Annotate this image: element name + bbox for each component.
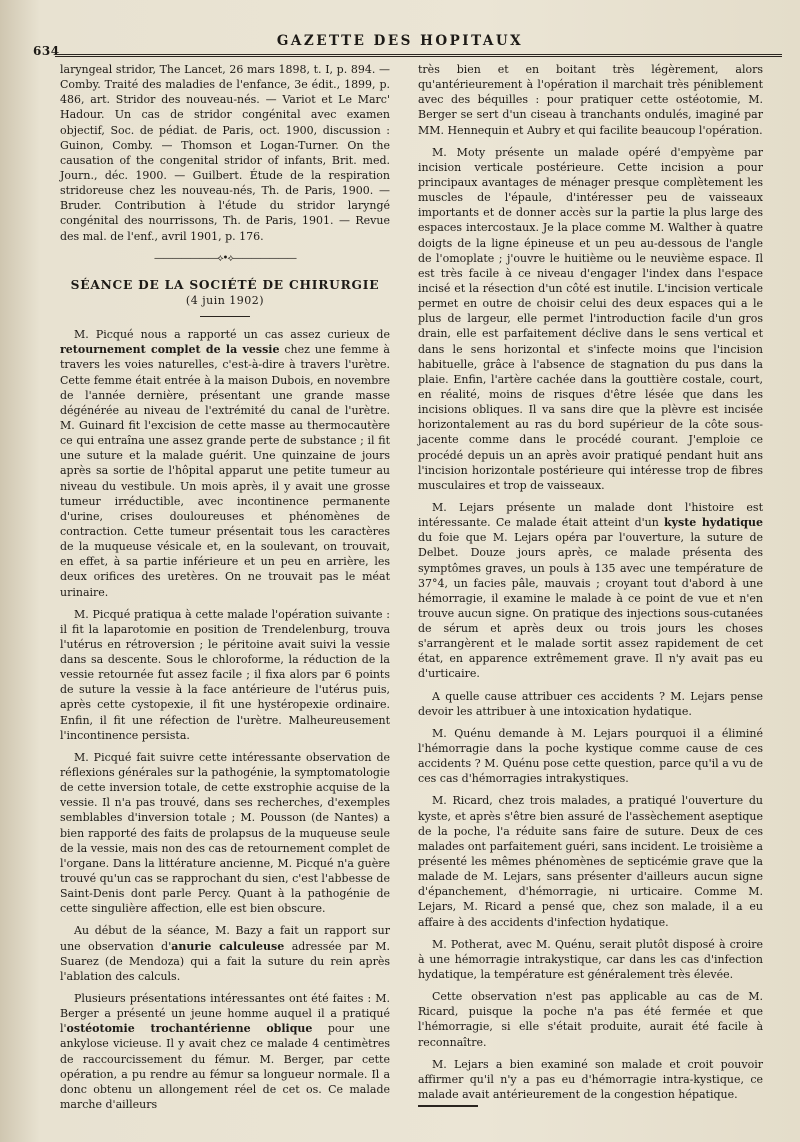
keyword-osteotomy: ostéotomie trochantérienne oblique bbox=[66, 1022, 313, 1036]
section-date: (4 juin 1902) bbox=[185, 293, 265, 307]
section-title: SÉANCE DE LA SOCIÉTÉ DE CHIRURGIE bbox=[70, 277, 380, 292]
right-column bbox=[418, 62, 763, 1107]
paragraph-bazy-report: Au début de la séance, M. Bazy a fait un rapport sur une observation d'anurie calculeuse adressée par M. Suarez (de Mendoza) qui a fait la suture du rein après l'ablation des calculs. bbox=[60, 924, 391, 983]
paragraph-potherat: M. Potherat, avec M. Quénu, serait plutôt disposé à croire à une hémorragie intrakystique, car dans les cas d'infection hydatique, la température est généralement très élevée. bbox=[418, 937, 763, 982]
paragraph-lejars-cause: A quelle cause attribuer ces accidents ? M. Lejars pense devoir les attribuer à une intoxication hydatique. bbox=[418, 689, 763, 718]
bibliography-paragraph: laryngeal stridor, The Lancet, 26 mars 1898, t. I, p. 894. — Comby. Traité des maladies de l'enfance, 3e édit., 1899, p. 486, art. Stridor des nouveau-nés. — Variot et Le Marc' Hadour. Un cas de stridor congénital avec examen objectif, Soc. de pédiat. de Paris, oct. 1900, discussion : Guinon, Comby. — Thomson et Logan-Turner. On the causation of the congenital stridor of infants, Brit. med. Journ., déc. 1900. — Guilbert. Étude de la respiration stridoreuse chez les nouveau-nés, Th. de Paris, 1900. — Bruder. Contribution à l'étude du stridor laryngé congénital des nourrissons, Th. de Paris, 1901. — Revue des mal. de l'enf., avril 1901, p. 176. bbox=[60, 63, 390, 243]
paragraph-lejars-cyst: M. Lejars présente un malade dont l'histoire est intéressante. Ce malade était atteint d'un kyste hydatique du foie que M. Lejars opéra par l'ouverture, la suture de Delbet. Douze jours après, ce malade présenta des symptômes graves, un pouls à 135 avec une température de 37°4, un facies pâle, mauvais ; croyant tout d'abord à une hémorragie, il examine le malade à ce point de vue et n'en trouve aucun signe. On pratique des injections sous-cutanées de sérum et après deux ou trois jours les choses s'arrangèrent et le malade sortit assez rapidement de cet état, en apparence extrêmement grave. Il n'y avait pas eu d'urticaire. bbox=[418, 500, 763, 681]
section-rule bbox=[200, 316, 250, 317]
paragraph-observation: Cette observation n'est pas applicable au cas de M. Ricard, puisque la poche n'a pas été fermée et que l'hémorragie, si elle s'était produite, aurait été facile à reconnaître. bbox=[418, 990, 763, 1049]
end-rule bbox=[418, 1105, 478, 1107]
paragraph-berger-continued: très bien et en boitant très légèrement, alors qu'antérieurement à l'opération il marchait très péniblement avec des béquilles : pour pratiquer cette ostéotomie, M. Berger se sert d'un ciseau à tranchants ondulés, imaginé par MM. Hennequin et Aubry et qui facilite beaucoup l'opération. bbox=[418, 63, 763, 137]
journal-title: GAZETTE DES HOPITAUX bbox=[276, 33, 524, 49]
paragraph-ricard-cases: M. Ricard, chez trois malades, a pratiqué l'ouverture du kyste, et après s'être bien assuré de l'assèchement aseptique de la poche, l'a réduite sans faire de suture. Deux de ces malades ont parfaitement guéri, sans incident. Le troisième a présenté les mêmes phénomènes de septicémie grave que la malade de M. Lejars, sans présenter d'ailleurs aucun signe d'épanchement, d'hémorragie, ni urticaire. Comme M. Lejars, M. Ricard a pensé que, chez son malade, il a eu affaire à des accidents d'infection hydatique. bbox=[418, 794, 763, 929]
paragraph-picque-bladder: M. Picqué nous a rapporté un cas assez curieux de retournement complet de la vessie chez une femme à travers les voies naturelles, c'est-à-dire à travers l'urètre. Cette femme était entrée à la maison Dubois, en novembre de l'année dernière, présentant une grande masse dégénérée au niveau de l'extrémité du canal de l'urètre. M. Guinard fit l'excision de cette masse au thermocautère ce qui entraîna une assez grande perte de substance ; il fit une suture et la malade guérit. Une quinzaine de jours après sa sortie de l'hôpital apparut une petite tumeur au niveau du vestibule. Un mois après, il y avait une grosse tumeur irréductible, avec incontinence permanente d'urine, crises douloureuses et phénomènes de contraction. Cette tumeur présentait tous les caractères de la muqueuse vésicale et, en la soulevant, on trouvait, en effet, à sa partie inférieure et un peu en arrière, les deux orifices des uretères. On ne trouvait pas le méat urinaire. bbox=[60, 328, 390, 599]
left-column bbox=[60, 62, 390, 1119]
header-rule bbox=[55, 54, 782, 57]
paragraph-berger-presentation: Plusieurs présentations intéressantes ont été faites : M. Berger a présenté un jeune homme auquel il a pratiqué l'ostéotomie trochantérienne oblique pour une ankylose vicieuse. Il y avait chez ce malade 4 centimètres de raccourcissement du fémur. M. Berger, par cette opération, a pu rendre au fémur sa longueur normale. Il a donc obtenu un allongement réel de cet os. Ce malade marche d'ailleurs bbox=[60, 992, 390, 1111]
paragraph-moty-empyema: M. Moty présente un malade opéré d'empyème par incision verticale postérieure. Cette incision a pour principaux avantages de ménager presque complètement les muscles de l'épaule, d'intéresser peu de vaisseaux importants et de donner accès sur la partie la plus large des espaces intercostaux. Je la place comme M. Walther à quatre doigts de la ligne épineuse et un peu au-dessous de l'angle de l'omoplate ; j'ouvre le huitième ou le neuvième espace. Il est très facile à ce niveau d'engager l'index dans l'espace incisé et la résection d'un côté est inutile. L'incision verticale permet en outre de choisir celui des deux espaces qui a le plus de largeur, elle permet l'introduction facile d'un gros drain, elle est parfaitement déclive dans le sens vertical et dans le sens horizontal et s'infecte moins que l'incision habituelle, grâce à l'absence de stagnation du pus dans la plaie. Enfin, l'artère cachée dans la gouttière costale, court, en réalité, moins de risques d'être lésée que dans les incisions obliques. Il va sans dire que la plèvre est incisée horizontalement au ras du bord supérieur de la côte sous-jacente comme dans le procédé courant. J'emploie ce procédé depuis un an après avoir pratiqué pendant huit ans l'incision horizontale postérieure qui intéresse trop de fibres musculaires et trop de vaisseaux. bbox=[418, 145, 763, 492]
paragraph-picque-reflections: M. Picqué fait suivre cette intéressante observation de réflexions générales sur la pathogénie, la symptomatologie de cette inversion totale, de cette exstrophie acquise de la vessie. Il n'a pas trouvé, dans ses recherches, d'exemples semblables d'inversion totale ; M. Pousson (de Nantes) a bien rapporté des faits de prolapsus de la muqueuse seule de la vessie, mais non des cas de retournement complet de l'organe. Dans la littérature ancienne, M. Picqué n'a guère trouvé qu'un cas se rapprochant du sien, c'est l'abbesse de Saint-Denis dont parle Percy. Quant à la pathogénie de cette singulière affection, elle est bien obscure. bbox=[60, 750, 390, 916]
page-number: 634 bbox=[33, 44, 60, 58]
paragraph-picque-operation: M. Picqué pratiqua à cette malade l'opération suivante : il fit la laparotomie en position de Trendelenburg, trouva l'utérus en rétroversion ; le péritoine avait suivi la vessie dans sa descente. Sous le chloroforme, la réduction de la vessie retournée fut assez facile ; il fixa alors par 6 points de suture la vessie à la face antérieure de l'utérus puis, après cette cystopexie, il fit une hystéropexie ordinaire. Enfin, il fit une réfection de l'urètre. Malheureusement l'incontinence persista. bbox=[60, 607, 390, 742]
keyword-bladder: retournement complet de la vessie bbox=[60, 343, 280, 357]
keyword-hydatid-cyst: kyste hydatique bbox=[664, 516, 763, 530]
paragraph-lejars-reply: M. Lejars a bien examiné son malade et croit pouvoir affirmer qu'il n'y a pas eu d'hémorragie intra-kystique, ce malade avait antérieurement de la congestion hépatique. bbox=[418, 1057, 763, 1101]
keyword-anuria: anurie calculeuse bbox=[171, 939, 285, 953]
ornamental-divider: ———————⟡•⟡——————— bbox=[153, 252, 297, 264]
paragraph-quenu-question: M. Quénu demande à M. Lejars pourquoi il a éliminé l'hémorragie dans la poche kystique comme cause de ces accidents ? M. Quénu pose cette question, parce qu'il a vu de ces cas d'hémorragies intrakystiques. bbox=[418, 726, 763, 786]
